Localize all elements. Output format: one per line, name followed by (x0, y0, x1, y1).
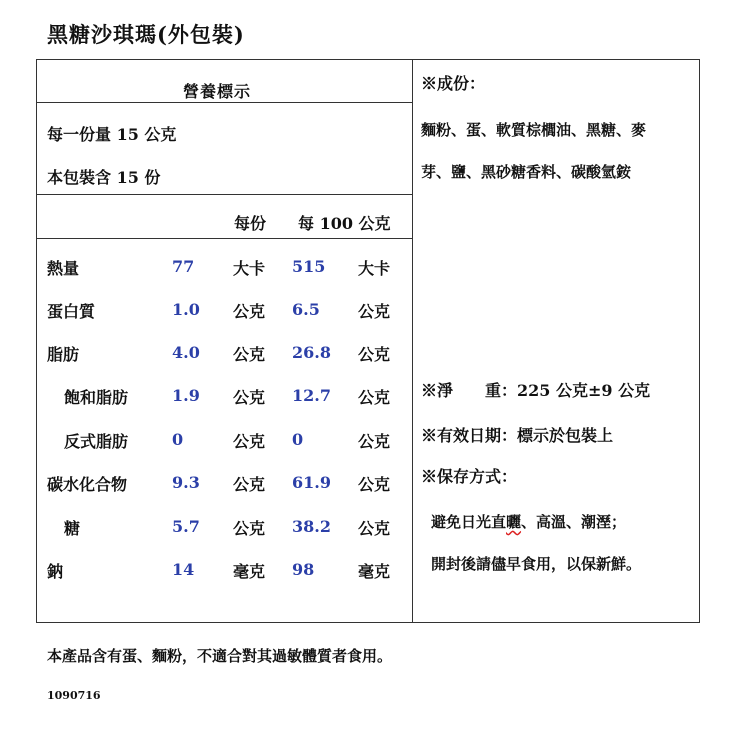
nutrient-name: 飽和脂肪 (64, 388, 129, 407)
unit-per-serving: 公克 (233, 302, 266, 321)
value-per-serving: 77 (172, 257, 195, 276)
value-per-serving: 4.0 (172, 343, 200, 362)
value-per-serving: 9.3 (172, 473, 200, 492)
value-per-serving: 1.9 (172, 386, 200, 405)
storage-text-a: 避免日光直 (431, 513, 507, 531)
value-per-serving: 5.7 (172, 517, 200, 536)
unit-per-100g: 公克 (358, 475, 391, 494)
value-per-100g: 6.5 (292, 300, 320, 319)
value-per-serving: 1.0 (172, 300, 200, 319)
nutrient-name: 糖 (64, 519, 81, 538)
storage-line-1 (431, 511, 626, 532)
unit-per-100g: 公克 (358, 345, 391, 364)
product-title: 黑糖沙琪瑪(外包裝) (47, 22, 245, 47)
unit-per-serving: 公克 (233, 519, 266, 538)
unit-per-serving: 毫克 (233, 562, 266, 581)
value-per-100g: 38.2 (292, 517, 331, 536)
value-per-100g: 26.8 (292, 343, 331, 362)
unit-per-100g: 公克 (358, 519, 391, 538)
servings-per-package: 本包裝含 15 份 (47, 168, 161, 187)
value-per-100g: 12.7 (292, 386, 331, 405)
column-header-rule (37, 238, 412, 239)
ingredients-line-1: 麵粉、蛋、軟質棕櫚油、黑糖、麥 (421, 121, 647, 139)
batch-code: 1090716 (47, 689, 101, 702)
unit-per-100g: 大卡 (358, 259, 391, 278)
unit-per-100g: 公克 (358, 432, 391, 451)
value-per-100g: 61.9 (292, 473, 331, 492)
nutrient-name: 鈉 (47, 562, 64, 581)
value-per-100g: 515 (292, 257, 326, 276)
col-per-100g: 每 100 公克 (298, 214, 391, 233)
value-per-serving: 14 (172, 560, 195, 579)
unit-per-serving: 大卡 (233, 259, 266, 278)
nutrition-heading: 營養標示 (183, 82, 252, 101)
allergen-note: 本產品含有蛋、麵粉，不適合對其過敏體質者食用。 (47, 647, 393, 665)
ingredients-line-2: 芽、鹽、黑砂糖香料、碳酸氫銨 (421, 163, 632, 181)
heading-rule (37, 102, 412, 103)
expiry-date: ※有效日期：標示於包裝上 (421, 426, 614, 445)
net-weight: ※淨 重：225 公克±9 公克 (421, 381, 651, 400)
ingredients-heading: ※成份： (421, 74, 486, 93)
unit-per-100g: 公克 (358, 388, 391, 407)
unit-per-serving: 公克 (233, 432, 266, 451)
nutrient-name: 碳水化合物 (47, 475, 128, 494)
storage-line-2: 開封後請儘早食用，以保新鮮。 (431, 555, 642, 573)
serving-rule (37, 194, 412, 195)
unit-per-serving: 公克 (233, 475, 266, 494)
unit-per-100g: 毫克 (358, 562, 391, 581)
column-divider (412, 60, 413, 622)
col-per-serving: 每份 (234, 214, 267, 233)
value-per-100g: 0 (292, 430, 304, 449)
nutrient-name: 脂肪 (47, 345, 80, 364)
storage-text-c: 、高溫、潮溼； (521, 513, 627, 531)
storage-text-b: 曬 (506, 513, 522, 531)
unit-per-100g: 公克 (358, 302, 391, 321)
unit-per-serving: 公克 (233, 345, 266, 364)
value-per-serving: 0 (172, 430, 184, 449)
unit-per-serving: 公克 (233, 388, 266, 407)
nutrient-name: 蛋白質 (47, 302, 96, 321)
serving-size: 每一份量 15 公克 (47, 125, 177, 144)
storage-heading: ※保存方式： (421, 467, 518, 486)
nutrient-name: 熱量 (47, 259, 80, 278)
nutrient-name: 反式脂肪 (64, 432, 129, 451)
value-per-100g: 98 (292, 560, 315, 579)
